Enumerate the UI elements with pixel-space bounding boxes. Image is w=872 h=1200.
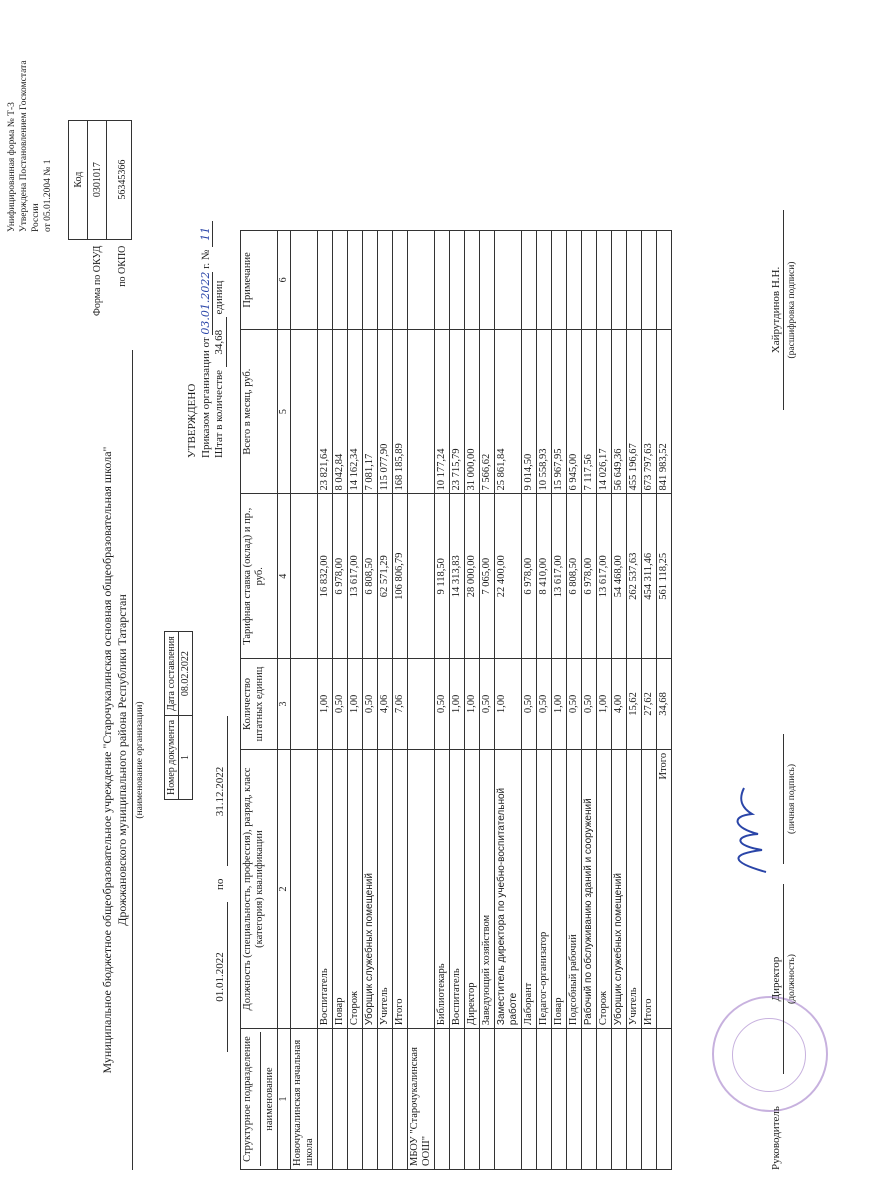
- header-note: Примечание: [241, 231, 278, 330]
- header-total: Всего в месяц, руб.: [241, 329, 278, 494]
- cell-position: Учитель: [378, 749, 393, 1028]
- cell-position: Заведующий хозяйством: [480, 749, 495, 1028]
- staffing-table: [240, 230, 672, 1170]
- cell-unit: [378, 1029, 393, 1170]
- cell-total: 7 566,62: [480, 329, 495, 494]
- cell-total: 56 649,36: [612, 329, 627, 494]
- cell-unit: [642, 1029, 657, 1170]
- cell-rate: 8 410,00: [537, 494, 552, 659]
- cell-note: [597, 231, 612, 330]
- cell-note: [333, 231, 348, 330]
- cell-count: 0,50: [363, 659, 378, 750]
- cell-note: [291, 231, 318, 330]
- period-from: 01.01.2022: [214, 902, 228, 1052]
- approval-staff-line: [213, 178, 227, 458]
- cell-rate: [408, 494, 435, 659]
- cell-rate: 13 617,00: [552, 494, 567, 659]
- cell-position: Заместитель директора по учебно-воспитательной работе: [495, 749, 522, 1028]
- column-number: 3: [278, 659, 291, 750]
- cell-note: [537, 231, 552, 330]
- grand-total-total: 841 983,52: [657, 329, 672, 494]
- cell-total: 10 177,24: [435, 329, 450, 494]
- cell-count: 1,00: [465, 659, 480, 750]
- section-row: [291, 231, 318, 1170]
- cell-rate: 6 978,00: [522, 494, 537, 659]
- cell-total: 23 715,79: [450, 329, 465, 494]
- cell-rate: 262 537,63: [627, 494, 642, 659]
- cell-total: 8 042,84: [333, 329, 348, 494]
- cell-unit: [567, 1029, 582, 1170]
- cell-count: 4,06: [378, 659, 393, 750]
- cell-count: 0,50: [480, 659, 495, 750]
- column-number: 1: [278, 1029, 291, 1170]
- cell-note: [657, 231, 672, 330]
- cell-note: [495, 231, 522, 330]
- period-to: 31.12.2022: [214, 717, 228, 867]
- period-to-label: по: [214, 878, 226, 890]
- header-unit-sub: наименование: [260, 1032, 276, 1166]
- cell-note: [435, 231, 450, 330]
- cell-position: Сторож: [597, 749, 612, 1028]
- cell-position: Учитель: [627, 749, 642, 1028]
- header-unit-title: Структурное подразделение: [242, 1036, 253, 1162]
- okud-value: 0301017: [88, 120, 107, 239]
- cell-rate: 13 617,00: [348, 494, 363, 659]
- table-row: [450, 231, 465, 1170]
- cell-note: [627, 231, 642, 330]
- cell-count: 1,00: [552, 659, 567, 750]
- cell-count: 7,06: [393, 659, 408, 750]
- organization-caption: (наименование организации): [135, 701, 145, 819]
- cell-unit: [348, 1029, 363, 1170]
- cell-unit: [363, 1029, 378, 1170]
- approval-staff-label: Штат в количестве: [213, 369, 225, 458]
- cell-total: 14 026,17: [597, 329, 612, 494]
- document-number: 1: [179, 715, 193, 799]
- footer-position: Директор: [770, 884, 784, 1074]
- cell-total: 23 821,64: [318, 329, 333, 494]
- cell-position: Повар: [552, 749, 567, 1028]
- okpo-label: по ОКПО: [116, 245, 128, 287]
- cell-count: 1,00: [318, 659, 333, 750]
- cell-unit: [318, 1029, 333, 1170]
- cell-total: [291, 329, 318, 494]
- section-row: [408, 231, 435, 1170]
- cell-count: 0,50: [537, 659, 552, 750]
- footer-name-caption: (расшифровка подписи): [787, 261, 797, 359]
- table-row: [567, 231, 582, 1170]
- cell-count: 15,62: [627, 659, 642, 750]
- approval-order-date: 03.01.2022: [199, 271, 212, 335]
- header-position: Должность (специальность, профессия), разряд, класс (категория) квалификации: [241, 749, 278, 1028]
- column-number-row: [278, 231, 291, 1170]
- approval-block: [186, 178, 227, 458]
- table-row: [522, 231, 537, 1170]
- table-row: [582, 231, 597, 1170]
- cell-unit: [480, 1029, 495, 1170]
- form-header: [6, 2, 54, 232]
- column-number: 5: [278, 329, 291, 494]
- cell-unit: [597, 1029, 612, 1170]
- cell-unit: [450, 1029, 465, 1170]
- cell-unit: Новочукалинская начальная школа: [291, 1029, 318, 1170]
- cell-note: [363, 231, 378, 330]
- grand-total-count: 34,68: [657, 659, 672, 750]
- cell-rate: 454 311,46: [642, 494, 657, 659]
- cell-unit: [627, 1029, 642, 1170]
- cell-note: [408, 231, 435, 330]
- table-row: [552, 231, 567, 1170]
- table-row: [495, 231, 522, 1170]
- cell-unit: МБОУ "Старочукалинская ООШ": [408, 1029, 435, 1170]
- organization-underline: [132, 350, 133, 1170]
- cell-count: 1,00: [495, 659, 522, 750]
- grand-total-row: [657, 231, 672, 1170]
- cell-count: 4,00: [612, 659, 627, 750]
- form-header-line4: от 05.01.2004 № 1: [43, 159, 53, 232]
- footer-signature-caption: (личная подпись): [787, 763, 797, 835]
- organization-name-line1: Муниципальное бюджетное общеобразовательное учреждение "Старочукалинская основная общеобразовательная школа": [100, 446, 114, 1074]
- cell-total: 673 797,63: [642, 329, 657, 494]
- cell-rate: 9 118,50: [435, 494, 450, 659]
- approval-order-suffix: г. №: [200, 249, 212, 269]
- cell-position: [291, 749, 318, 1028]
- cell-total: 115 077,90: [378, 329, 393, 494]
- footer-head-label: Руководитель: [770, 1106, 782, 1170]
- table-row: [333, 231, 348, 1170]
- cell-position: Подсобный рабочий: [567, 749, 582, 1028]
- cell-note: [612, 231, 627, 330]
- organization-name-line2: Дрожжановского муниципального района Республики Татарстан: [115, 594, 129, 926]
- table-row: [597, 231, 612, 1170]
- cell-count: [291, 659, 318, 750]
- cell-rate: 13 617,00: [597, 494, 612, 659]
- footer-signature-field: [770, 734, 784, 864]
- period-line: [214, 692, 228, 1052]
- cell-count: [408, 659, 435, 750]
- grand-total-label: Итого: [657, 749, 672, 1028]
- codes-table: [68, 120, 132, 320]
- cell-total: 168 185,89: [393, 329, 408, 494]
- cell-position: Сторож: [348, 749, 363, 1028]
- cell-note: [582, 231, 597, 330]
- cell-unit: [582, 1029, 597, 1170]
- approval-order-label: Приказом организации от: [200, 337, 212, 458]
- cell-count: 1,00: [348, 659, 363, 750]
- cell-note: [318, 231, 333, 330]
- cell-rate: 7 065,00: [480, 494, 495, 659]
- cell-count: 0,50: [522, 659, 537, 750]
- cell-position: [408, 749, 435, 1028]
- table-row: [348, 231, 363, 1170]
- cell-position: Итого: [393, 749, 408, 1028]
- header-unit: [241, 1029, 278, 1170]
- cell-note: [642, 231, 657, 330]
- approval-staff-unit: единиц: [213, 280, 225, 315]
- column-number: 6: [278, 231, 291, 330]
- cell-rate: 6 978,00: [582, 494, 597, 659]
- cell-position: Библиотекарь: [435, 749, 450, 1028]
- cell-position: Воспитатель: [450, 749, 465, 1028]
- cell-count: 0,50: [333, 659, 348, 750]
- okpo-value: 56345366: [107, 120, 132, 239]
- table-row: [480, 231, 495, 1170]
- cell-position: Лаборант: [522, 749, 537, 1028]
- cell-position: Повар: [333, 749, 348, 1028]
- cell-count: 0,50: [582, 659, 597, 750]
- approval-title: УТВЕРЖДЕНО: [186, 383, 198, 458]
- staffing-table-body: [278, 231, 672, 1170]
- cell-position: Уборщик служебных помещений: [612, 749, 627, 1028]
- cell-total: 10 558,93: [537, 329, 552, 494]
- cell-rate: [291, 494, 318, 659]
- table-row: [642, 231, 657, 1170]
- table-row: [318, 231, 333, 1170]
- cell-unit: [333, 1029, 348, 1170]
- cell-total: 14 162,34: [348, 329, 363, 494]
- cell-unit: [393, 1029, 408, 1170]
- cell-total: 25 861,84: [495, 329, 522, 494]
- cell-unit: [552, 1029, 567, 1170]
- approval-order-line: [199, 178, 213, 458]
- cell-note: [522, 231, 537, 330]
- approval-order-number: 11: [199, 221, 213, 247]
- column-number: 2: [278, 749, 291, 1028]
- document-date-header: Дата составления: [165, 632, 179, 716]
- cell-total: 7 117,56: [582, 329, 597, 494]
- footer-name: Хайрутдинов Н.Н.: [770, 210, 784, 410]
- cell-note: [450, 231, 465, 330]
- cell-rate: 16 832,00: [318, 494, 333, 659]
- cell-note: [378, 231, 393, 330]
- table-row: [627, 231, 642, 1170]
- cell-note: [480, 231, 495, 330]
- cell-count: 1,00: [597, 659, 612, 750]
- cell-total: 15 967,95: [552, 329, 567, 494]
- cell-position: Уборщик служебных помещений: [363, 749, 378, 1028]
- cell-total: [408, 329, 435, 494]
- cell-rate: 28 000,00: [465, 494, 480, 659]
- cell-position: Директор: [465, 749, 480, 1028]
- cell-rate: 6 808,50: [567, 494, 582, 659]
- table-row: [363, 231, 378, 1170]
- cell-position: Педагог-организатор: [537, 749, 552, 1028]
- cell-count: 0,50: [567, 659, 582, 750]
- cell-position: Воспитатель: [318, 749, 333, 1028]
- codes-header: Код: [69, 120, 88, 239]
- document-number-header: Номер документа: [165, 715, 179, 799]
- approval-staff-value: 34,68: [213, 317, 227, 367]
- cell-unit: [612, 1029, 627, 1170]
- cell-count: 0,50: [435, 659, 450, 750]
- cell-unit: [522, 1029, 537, 1170]
- cell-total: 6 945,00: [567, 329, 582, 494]
- grand-total-rate: 561 118,25: [657, 494, 672, 659]
- cell-rate: 54 468,00: [612, 494, 627, 659]
- cell-note: [567, 231, 582, 330]
- header-count: Количество штатных единиц: [241, 659, 278, 750]
- footer-signature-line: [770, 170, 810, 1170]
- cell-position: Рабочий по обслуживанию зданий и сооружений: [582, 749, 597, 1028]
- cell-rate: 106 806,79: [393, 494, 408, 659]
- table-row: [612, 231, 627, 1170]
- column-number: 4: [278, 494, 291, 659]
- header-rate: Тарифная ставка (оклад) и пр., руб.: [241, 494, 278, 659]
- cell-unit: [465, 1029, 480, 1170]
- cell-position: Итого: [642, 749, 657, 1028]
- cell-rate: 14 313,83: [450, 494, 465, 659]
- table-row: [378, 231, 393, 1170]
- table-row: [435, 231, 450, 1170]
- footer-position-caption: (должность): [787, 954, 797, 1004]
- okud-label: Форма по ОКУД: [91, 245, 103, 316]
- cell-count: 27,62: [642, 659, 657, 750]
- cell-rate: 6 808,50: [363, 494, 378, 659]
- cell-total: 7 081,17: [363, 329, 378, 494]
- cell-total: 9 014,50: [522, 329, 537, 494]
- form-header-line2: Утверждена Постановлением Госкомстата: [19, 60, 29, 232]
- form-header-line1: Унифицированная форма № Т-3: [7, 102, 17, 232]
- organization-block: [100, 350, 130, 1170]
- table-row: [393, 231, 408, 1170]
- table-row: [537, 231, 552, 1170]
- document-number-table: [164, 631, 193, 800]
- cell-unit: [435, 1029, 450, 1170]
- cell-rate: 62 571,29: [378, 494, 393, 659]
- cell-count: 1,00: [450, 659, 465, 750]
- cell-note: [393, 231, 408, 330]
- cell-total: 31 000,00: [465, 329, 480, 494]
- cell-unit: [537, 1029, 552, 1170]
- form-header-line3: России: [31, 203, 41, 232]
- cell-unit: [495, 1029, 522, 1170]
- cell-unit: [657, 1029, 672, 1170]
- cell-total: 455 196,67: [627, 329, 642, 494]
- cell-note: [465, 231, 480, 330]
- cell-note: [552, 231, 567, 330]
- cell-rate: 6 978,00: [333, 494, 348, 659]
- table-row: [465, 231, 480, 1170]
- document-date: 08.02.2022: [179, 632, 193, 716]
- cell-note: [348, 231, 363, 330]
- cell-rate: 22 400,00: [495, 494, 522, 659]
